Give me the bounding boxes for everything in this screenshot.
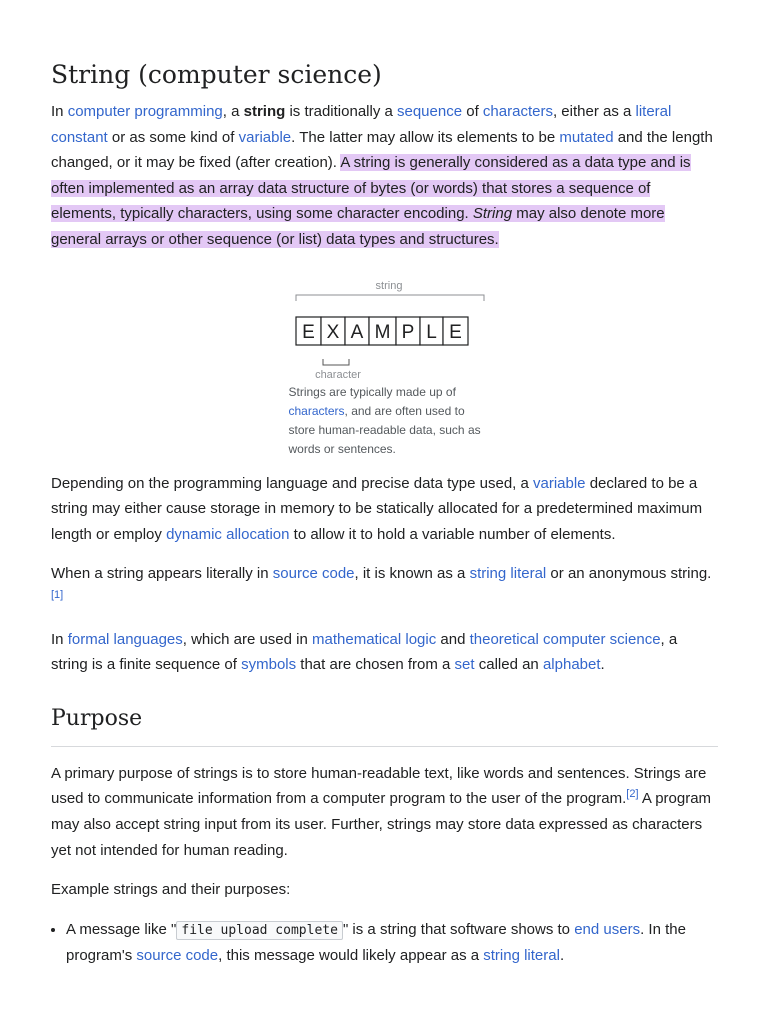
diagram-letter: E [448, 321, 462, 343]
link-mathematical-logic[interactable]: mathematical logic [312, 630, 437, 648]
link-theoretical-computer-science[interactable]: theoretical computer science [469, 630, 661, 648]
reference-2[interactable]: [2] [626, 788, 639, 801]
reference-1[interactable]: [1] [51, 588, 64, 601]
paragraph-examples-intro: Example strings and their purposes: [51, 881, 291, 899]
diagram-string-label: string [375, 279, 402, 292]
link-literal-constant[interactable]: literal constant [51, 103, 672, 146]
text: . [600, 656, 605, 674]
figure-caption [289, 383, 489, 459]
text: may also denote more general arrays or other sequence (or list) data types and structures. [51, 205, 665, 248]
string-diagram-figure [289, 279, 489, 459]
link-variable[interactable]: variable [238, 128, 292, 146]
diagram-letter: A [350, 321, 363, 343]
link-formal-languages[interactable]: formal languages [67, 630, 183, 648]
link-dynamic-allocation[interactable]: dynamic allocation [166, 525, 290, 543]
text: or as some kind of [107, 128, 239, 146]
inline-code: file upload complete [176, 921, 343, 940]
text: , either as a [552, 103, 636, 120]
link-variable[interactable]: variable [533, 474, 586, 492]
character-bracket [323, 359, 349, 365]
text: , a string is a finite sequence of [51, 630, 678, 674]
link-set[interactable]: set [454, 656, 475, 674]
diagram-letter: L [425, 321, 437, 343]
text: , this message would likely appear as a [218, 947, 484, 965]
link-mutated[interactable]: mutated [559, 128, 614, 146]
link-source-code[interactable]: source code [136, 947, 219, 965]
text: . The latter may allow its elements to be [291, 128, 560, 146]
paragraph-storage [51, 471, 718, 548]
text: and [436, 630, 470, 648]
text: , a [222, 103, 244, 120]
text: Depending on the programming language and precise data type used, a [51, 474, 533, 492]
diagram-letter: M [374, 321, 390, 343]
text: that are chosen from a [296, 656, 455, 674]
text: A program may also accept string input from its user. Further, strings may store data expressed as characters yet not intended for human reading. [51, 790, 712, 859]
page-title: String (computer science) [51, 60, 382, 89]
text: of [462, 103, 483, 120]
string-diagram [289, 279, 489, 379]
text: declared to be a string may either cause storage in memory to be statically allocated for a predetermined maximum length or employ [51, 474, 703, 543]
intro-paragraph [51, 99, 718, 253]
link-end-users[interactable]: end users [574, 920, 641, 938]
text: When a string appears literally in [51, 565, 273, 583]
string-bracket [296, 295, 484, 301]
text: Strings are typically made up of [288, 384, 456, 399]
text: In [51, 103, 68, 120]
paragraph-purpose [51, 761, 718, 863]
text: A string is generally considered as a data type and is often implemented as an array data structure of bytes (or words) that stores a sequence of elements, typically characters, using some character encoding. [51, 154, 691, 223]
diagram-letter: P [401, 321, 414, 343]
italic-term: String [472, 205, 513, 223]
diagram-letter: E [301, 321, 315, 343]
caption-link-characters[interactable]: characters [288, 403, 345, 418]
list-item [66, 917, 718, 969]
link-characters[interactable]: characters [482, 103, 553, 120]
text: " is a string that software shows to [342, 920, 575, 938]
paragraph-formal [51, 627, 718, 678]
text: to allow it to hold a variable number of elements. [289, 525, 616, 543]
link-alphabet[interactable]: alphabet [542, 656, 601, 674]
link-source-code[interactable]: source code [272, 565, 355, 583]
text: , it is known as a [354, 565, 470, 583]
text: , which are used in [182, 630, 313, 648]
examples-list [51, 917, 718, 969]
link-string-literal[interactable]: string literal [469, 565, 547, 583]
text: A primary purpose of strings is to store human-readable text, like words and sentences. Strings are used to communicate information from a computer program to the user of the program. [51, 764, 707, 808]
text: or an anonymous string. [546, 565, 712, 583]
text: , and are often used to store human-readable data, such as words or sentences. [288, 403, 481, 456]
link-sequence[interactable]: sequence [397, 103, 463, 120]
text: . In the program's [66, 920, 686, 965]
link-computer-programming[interactable]: computer programming [67, 103, 223, 120]
section-heading-purpose: Purpose [51, 704, 718, 747]
text: called an [474, 656, 543, 674]
link-string-literal[interactable]: string literal [483, 947, 560, 965]
bold-term: string [243, 103, 286, 120]
diagram-letter: X [326, 321, 339, 343]
text: is traditionally a [285, 103, 397, 120]
text: In [51, 630, 68, 648]
text: and the length changed, or it may be fixed (after creation). [51, 128, 713, 172]
diagram-cells [296, 317, 468, 345]
link-symbols[interactable]: symbols [241, 656, 297, 674]
diagram-character-label: character [314, 368, 361, 379]
text: . [559, 947, 565, 965]
text: A message like " [66, 920, 177, 938]
paragraph-literal [51, 561, 718, 612]
